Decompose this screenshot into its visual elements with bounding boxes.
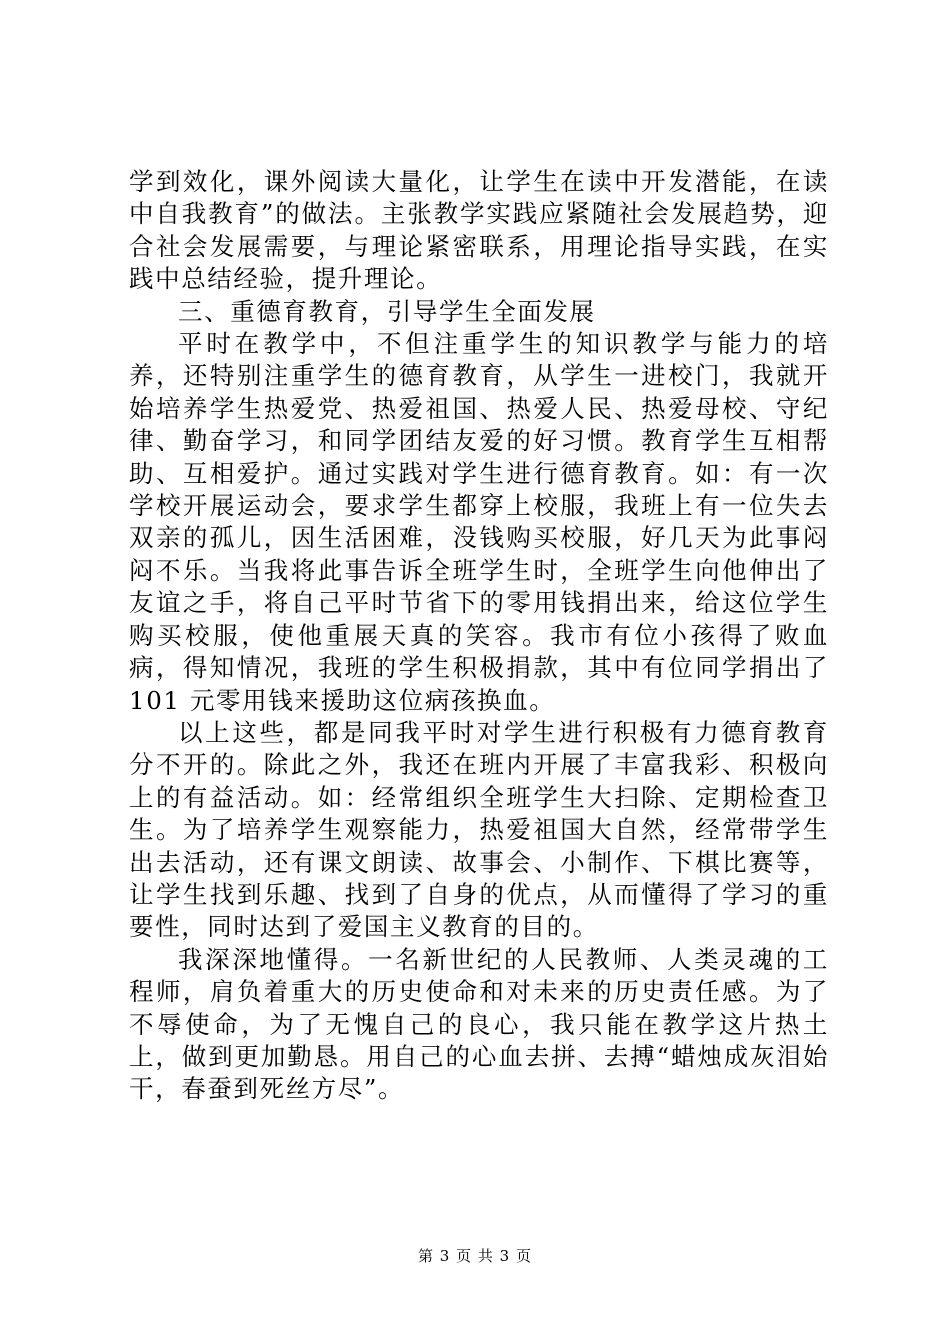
paragraph-continuation: 学到效化，课外阅读大量化，让学生在读中开发潜能，在读中自我教育”的做法。主张教学实践应紧随社会发展趋势，迎合社会发展需要，与理论紧密联系，用理论指导实践，在实践中总结经验，提升理论。	[129, 167, 829, 294]
paragraph-activities: 以上这些，都是同我平时对学生进行积极有力德育教育分不开的。除此之外，我还在班内开展了丰富我彩、积极向上的有益活动。如：经常组织全班学生大扫除、定期检查卫生。为了培养学生观察能力，热爱祖国大自然，经常带学生出去活动，还有课文朗读、故事会、小制作、下棋比赛等，让学生找到乐趣、找到了自身的优点，从而懂得了学习的重要性，同时达到了爱国主义教育的目的。	[129, 717, 829, 942]
section-heading: 三、重德育教育，引导学生全面发展	[178, 296, 596, 326]
document-body	[129, 166, 839, 1106]
page-footer: 第 3 页 共 3 页	[418, 1247, 532, 1265]
paragraph-moral-education: 平时在教学中，不但注重学生的知识教学与能力的培养，还特别注重学生的德育教育，从学生一进校门，我就开始培养学生热爱党、热爱祖国、热爱人民、热爱母校、守纪律、勤奋学习，和同学团结友爱的好习惯。教育学生互相帮助、互相爱护。通过实践对学生进行德育教育。如：有一次学校开展运动会，要求学生都穿上校服，我班上有一位失去双亲的孤儿，因生活困难，没钱购买校服，好几天为此事闷闷不乐。当我将此事告诉全班学生时，全班学生向他伸出了友谊之手，将自己平时节省下的零用钱捐出来，给这位学生购买校服，使他重展天真的笑容。我市有位小孩得了败血病，得知情况，我班的学生积极捐款，其中有位同学捐出了 101 元零用钱来援助这位病孩换血。	[129, 329, 839, 715]
paragraph-conclusion: 我深深地懂得。一名新世纪的人民教师、人类灵魂的工程师，肩负着重大的历史使命和对未来的历史责任感。为了不辱使命，为了无愧自己的良心，我只能在教学这片热土上，做到更加勤恳。用自己的心血去拼、去搏“蜡烛成灰泪始干，春蚕到死丝方尽”。	[129, 944, 829, 1104]
